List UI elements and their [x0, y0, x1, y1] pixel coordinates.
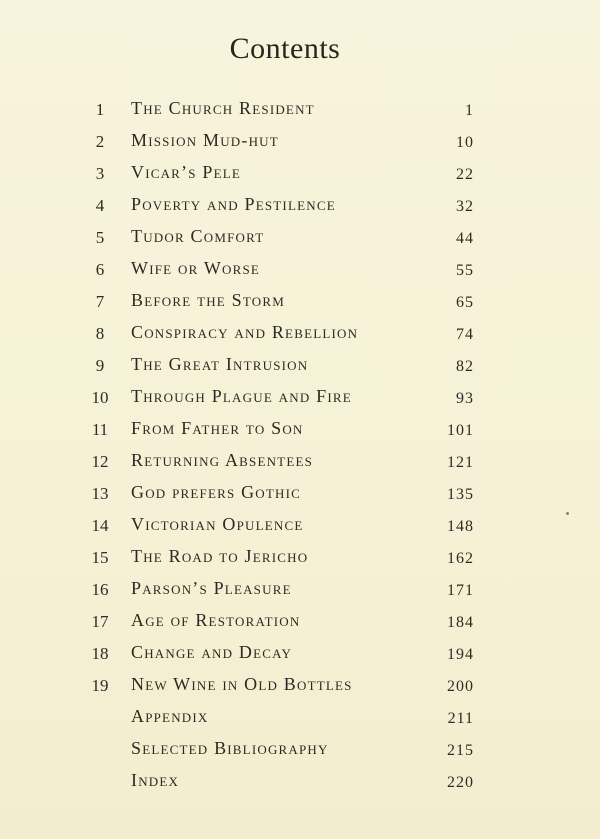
chapter-title: Wife or Worse: [131, 258, 261, 278]
chapter-title: Selected Bibliography: [131, 738, 329, 758]
page-number: 121: [447, 454, 474, 471]
chapter-title: God prefers Gothic: [131, 482, 302, 502]
chapter-title: Conspiracy and Rebellion: [131, 322, 359, 342]
toc-entry: [0, 190, 600, 222]
chapter-title: Mission Mud-hut: [131, 130, 279, 150]
toc-entry: [0, 350, 600, 382]
toc-entry: [0, 222, 600, 254]
page-number: 32: [456, 198, 474, 215]
chapter-number: 13: [91, 484, 109, 503]
toc-entry: [0, 638, 600, 670]
chapter-number: 17: [91, 612, 109, 631]
toc-entry: [0, 94, 600, 126]
chapter-title: Age of Restoration: [131, 610, 301, 630]
page-number: 101: [447, 422, 474, 439]
chapter-number: 9: [95, 356, 105, 375]
page-number: 10: [456, 134, 474, 151]
page-number: 82: [456, 358, 474, 375]
page-number: 1: [465, 102, 474, 119]
toc-entry: [0, 382, 600, 414]
toc-entry: [0, 670, 600, 702]
chapter-title: The Great Intrusion: [131, 354, 309, 374]
page-number: 55: [456, 262, 474, 279]
chapter-title: Before the Storm: [131, 290, 285, 310]
toc-entry: [0, 478, 600, 510]
page-number: 74: [456, 326, 474, 343]
chapter-title: The Church Resident: [131, 98, 315, 118]
chapter-number: 8: [95, 324, 105, 343]
toc-entry: [0, 510, 600, 542]
toc-entry: [0, 318, 600, 350]
chapter-title: The Road to Jericho: [131, 546, 309, 566]
chapter-number: 15: [91, 548, 109, 567]
toc-entry: [0, 606, 600, 638]
page-number: 93: [456, 390, 474, 407]
chapter-number: 11: [91, 420, 109, 439]
chapter-title: New Wine in Old Bottles: [131, 674, 353, 694]
chapter-number: 4: [95, 196, 105, 215]
page-number: 171: [447, 582, 474, 599]
chapter-number: 16: [91, 580, 109, 599]
page-number: 148: [447, 518, 474, 535]
chapter-number: 5: [95, 228, 105, 247]
chapter-title: Appendix: [131, 706, 209, 726]
chapter-title: Returning Absentees: [131, 450, 314, 470]
page-number: 22: [456, 166, 474, 183]
chapter-number: 1: [95, 100, 105, 119]
toc-entry: [0, 766, 600, 798]
chapter-title: Through Plague and Fire: [131, 386, 352, 406]
toc-entry: [0, 286, 600, 318]
page-title: Contents: [229, 32, 341, 65]
chapter-title: Victorian Opulence: [131, 514, 304, 534]
chapter-number: 12: [91, 452, 109, 471]
chapter-title: From Father to Son: [131, 418, 304, 438]
paper-speck: [566, 512, 569, 515]
page-number: 65: [456, 294, 474, 311]
page-number: 135: [447, 486, 474, 503]
page-number: 220: [447, 774, 474, 791]
page-number: 200: [447, 678, 474, 695]
toc-entry: [0, 254, 600, 286]
toc-entry: [0, 542, 600, 574]
page-number: 162: [447, 550, 474, 567]
chapter-number: 3: [95, 164, 105, 183]
chapter-number: 18: [91, 644, 109, 663]
chapter-number: 14: [91, 516, 109, 535]
toc-entry: [0, 414, 600, 446]
chapter-number: 6: [95, 260, 105, 279]
toc-entry: [0, 702, 600, 734]
page-number: 211: [447, 710, 474, 727]
chapter-title: Poverty and Pestilence: [131, 194, 336, 214]
toc-entry: [0, 574, 600, 606]
chapter-number: 7: [95, 292, 105, 311]
chapter-title: Change and Decay: [131, 642, 293, 662]
chapter-title: Parson’s Pleasure: [131, 578, 292, 598]
toc-entry: [0, 734, 600, 766]
page-number: 44: [456, 230, 474, 247]
chapter-title: Index: [131, 770, 180, 790]
toc-entry: [0, 158, 600, 190]
page-number: 194: [447, 646, 474, 663]
chapter-title: Vicar’s Pele: [131, 162, 242, 182]
chapter-number: 19: [91, 676, 109, 695]
page-number: 184: [447, 614, 474, 631]
chapter-number: 2: [95, 132, 105, 151]
toc-entry: [0, 126, 600, 158]
page-number: 215: [447, 742, 474, 759]
chapter-number: 10: [91, 388, 109, 407]
toc-entry: [0, 446, 600, 478]
chapter-title: Tudor Comfort: [131, 226, 265, 246]
